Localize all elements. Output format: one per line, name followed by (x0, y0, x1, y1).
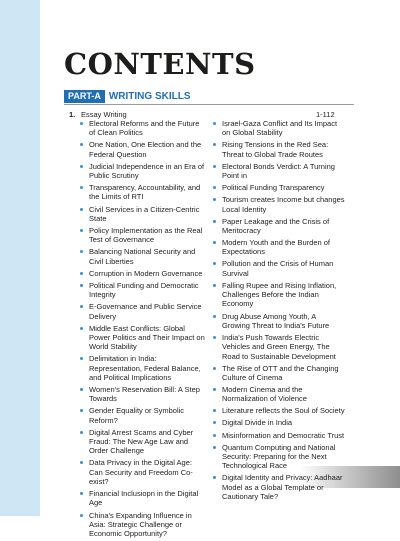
topic-label: Digital Arrest Scams and Cyber Fraud: The New Age Law and Order Challenge (89, 427, 194, 456)
topic-label: Literature reflects the Soul of Society (222, 406, 345, 416)
bullet-icon (80, 327, 83, 330)
section-number: 1. (69, 110, 76, 119)
bullet-icon (80, 250, 83, 253)
topic-label: Modern Youth and the Burden of Expectations (222, 238, 331, 257)
topic-item (213, 140, 345, 159)
topic-item (80, 183, 205, 202)
left-topic-list (80, 119, 205, 541)
bullet-icon (213, 476, 216, 479)
topic-item (80, 354, 205, 382)
topic-label: Middle East Conflicts: Global Power Politics and Their Impact on World Stability (89, 323, 205, 352)
topic-item (213, 333, 345, 361)
bullet-icon (213, 220, 216, 223)
right-topic-list (213, 119, 345, 504)
bullet-icon (80, 431, 83, 434)
topic-label: Balancing National Security and Civil Liberties (89, 247, 196, 266)
topic-item (80, 385, 205, 404)
topic-item (80, 458, 205, 486)
bullet-icon (80, 514, 83, 517)
topic-label: Digital Identity and Privacy: Aadhaar Model as a Global Template or Cautionary Tale? (222, 473, 343, 501)
topic-item (80, 406, 205, 425)
bullet-icon (80, 388, 83, 391)
bullet-icon (80, 165, 83, 168)
bullet-icon (213, 284, 216, 287)
bullet-icon (213, 446, 216, 449)
topic-item (213, 281, 345, 309)
topic-label: Falling Rupee and Rising Inflation, Challenges Before the Indian Economy (222, 280, 337, 309)
topic-label: Women's Reservation Bill: A Step Towards (89, 384, 200, 404)
topic-item (80, 226, 205, 245)
page-title: CONTENTS (64, 47, 256, 81)
topic-item (213, 162, 345, 181)
bullet-icon (213, 198, 216, 201)
topic-label: Paper Leakage and the Crisis of Meritocracy (222, 216, 330, 235)
topic-item (80, 324, 205, 352)
topic-item (80, 428, 205, 456)
bullet-icon (80, 284, 83, 287)
topic-item (80, 162, 205, 181)
topic-label: Data Privacy in the Digital Age: Can Security and Freedom Co-exist? (89, 458, 193, 487)
part-header (64, 90, 191, 103)
bullet-icon (80, 305, 83, 308)
bullet-icon (213, 186, 216, 189)
topic-label: Quantum Computing and National Security: Preparing for the Next Technological Race (222, 442, 336, 471)
bullet-icon (213, 336, 216, 339)
topic-item (80, 269, 205, 278)
bullet-icon (213, 421, 216, 424)
topic-label: Misinformation and Democratic Trust (222, 430, 345, 440)
topic-label: One Nation, One Election and the Federal Question (89, 140, 202, 159)
part-badge: PART-A (64, 90, 105, 103)
topic-item (213, 406, 345, 415)
bullet-icon (213, 434, 216, 437)
topic-item (213, 183, 345, 192)
topic-item (213, 431, 345, 440)
bullet-icon (80, 122, 83, 125)
topic-item (213, 364, 345, 383)
topic-label: Financial Inclusiopn in the Digital Age (89, 489, 199, 508)
topic-item (213, 473, 345, 501)
topic-item (80, 489, 205, 508)
topic-item (80, 140, 205, 159)
part-divider (64, 104, 354, 105)
topic-item (80, 119, 205, 138)
bullet-icon (213, 165, 216, 168)
bullet-icon (80, 143, 83, 146)
bullet-icon (80, 272, 83, 275)
bullet-icon (213, 262, 216, 265)
bullet-icon (80, 357, 83, 360)
topic-label: The Rise of OTT and the Changing Culture of Cinema (222, 363, 339, 382)
bullet-icon (80, 409, 83, 412)
bullet-icon (80, 186, 83, 189)
topic-label: Corruption in Modern Governance (89, 268, 203, 278)
topic-label: Delimitation in India: Representation, Federal Balance, and Political Implications (89, 354, 201, 382)
topic-item (213, 385, 345, 404)
topic-item (213, 217, 345, 236)
bullet-icon (213, 409, 216, 412)
topic-label: Rising Tensions in the Red Sea: Threat to Global Trade Routes (222, 140, 329, 159)
topic-item (80, 247, 205, 266)
topic-item (213, 119, 345, 138)
topic-item (80, 205, 205, 224)
bullet-icon (80, 208, 83, 211)
topic-label: China's Expanding Influence in Asia: Strategic Challenge or Economic Opportunity? (89, 510, 192, 539)
topic-label: Gender Equality or Symbolic Reform? (89, 406, 185, 425)
topic-item (213, 312, 345, 331)
topic-label: Pollution and the Crisis of Human Survival (222, 259, 334, 278)
bullet-icon (213, 388, 216, 391)
bullet-icon (213, 241, 216, 244)
part-title: WRITING SKILLS (108, 91, 191, 102)
topic-label: Political Funding and Democratic Integrity (89, 280, 199, 300)
topic-item (213, 238, 345, 257)
section-title: Essay Writing (81, 110, 127, 119)
bullet-icon (213, 143, 216, 146)
section-page-range: 1-112 (316, 110, 335, 119)
topic-label: India's Push Towards Electric Vehicles and Green Energy, The Road to Sustainable Development (222, 332, 336, 361)
topic-label: Transparency, Accountability, and the Limits of RTI (89, 183, 201, 202)
bullet-icon (213, 315, 216, 318)
topic-label: Israel-Gaza Conflict and Its Impact on Global Stability (222, 119, 338, 138)
bullet-icon (80, 461, 83, 464)
topic-label: Policy Implementation as the Real Test of Governance (89, 225, 203, 245)
bullet-icon (213, 367, 216, 370)
topic-label: Electoral Bonds Verdict: A Turning Point in (222, 161, 335, 181)
bullet-icon (80, 492, 83, 495)
side-color-band (0, 0, 40, 516)
topic-label: Political Funding Transparency (222, 183, 325, 193)
topic-label: Drug Abuse Among Youth, A Growing Threat to India's Future (222, 311, 330, 330)
topic-item (213, 443, 345, 471)
topic-item (213, 418, 345, 427)
topic-label: Civil Services in a Citizen-Centric State (89, 204, 200, 223)
bullet-icon (213, 122, 216, 125)
topic-item (213, 259, 345, 278)
topic-item (80, 511, 205, 539)
topic-label: Tourism creates Income but changes Local Identity (222, 195, 345, 214)
topic-item (80, 281, 205, 300)
topic-item (213, 195, 345, 214)
topic-item (80, 302, 205, 321)
topic-label: E-Governance and Public Service Delivery (89, 302, 202, 321)
topic-label: Judicial Independence in an Era of Public Scrutiny (89, 161, 205, 181)
topic-label: Digital Divide in India (222, 418, 293, 428)
bullet-icon (80, 229, 83, 232)
topic-label: Modern Cinema and the Normalization of Violence (222, 384, 307, 404)
topic-label: Electoral Reforms and the Future of Clean Politics (89, 119, 200, 138)
